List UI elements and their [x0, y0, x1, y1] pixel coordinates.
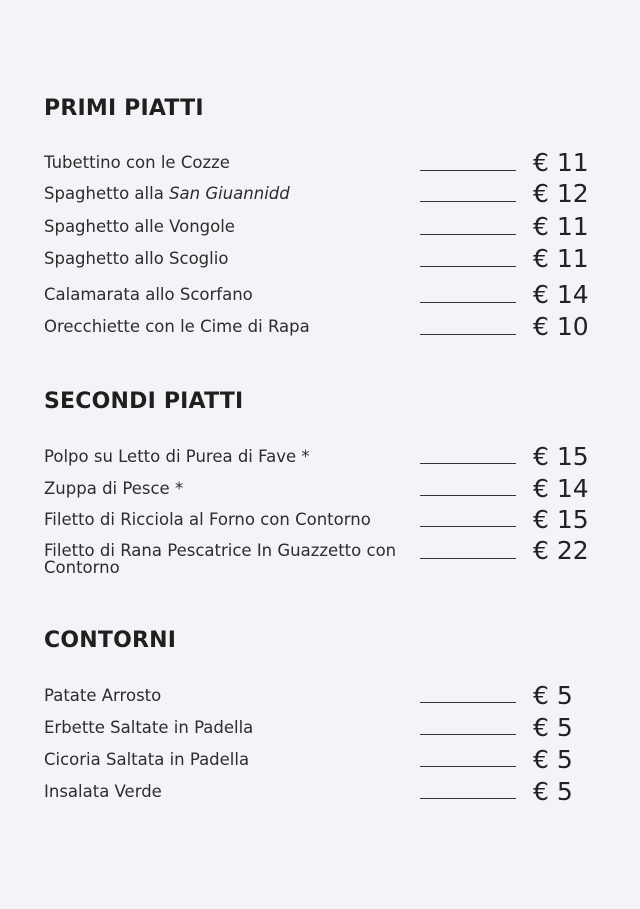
section-title-contorni: CONTORNI — [44, 628, 177, 653]
leader-line — [420, 495, 516, 496]
leader-line — [420, 170, 516, 171]
leader-line — [420, 702, 516, 703]
item-name-italic: San Giuannidd — [169, 184, 290, 203]
leader-line — [420, 798, 516, 799]
leader-line — [420, 302, 516, 303]
section-title-secondi: SECONDI PIATTI — [44, 389, 244, 414]
item-name: Insalata Verde — [44, 782, 162, 801]
item-price: € 11 — [533, 244, 589, 273]
item-name: Zuppa di Pesce * — [44, 479, 184, 498]
leader-line — [420, 463, 516, 464]
leader-line — [420, 734, 516, 735]
item-name: Filetto di Ricciola al Forno con Contorno — [44, 510, 371, 529]
item-name: Patate Arrosto — [44, 686, 162, 705]
item-name: Filetto di Rana Pescatrice In Guazzetto con Contorno — [44, 541, 397, 577]
item-price: € 15 — [533, 442, 589, 471]
menu-item — [0, 777, 640, 813]
menu-item — [0, 536, 640, 582]
item-price: € 11 — [533, 148, 589, 177]
item-name: Spaghetto alle Vongole — [44, 217, 235, 236]
leader-line — [420, 234, 516, 235]
item-price: € 14 — [533, 280, 589, 309]
item-name: Orecchiette con le Cime di Rapa — [44, 317, 310, 336]
item-price: € 15 — [533, 505, 589, 534]
menu-item — [0, 312, 640, 348]
item-price: € 14 — [533, 474, 589, 503]
item-price: € 12 — [533, 179, 589, 208]
item-price: € 5 — [533, 713, 573, 742]
item-price: € 5 — [533, 745, 573, 774]
item-price: € 11 — [533, 212, 589, 241]
item-name: Cicoria Saltata in Padella — [44, 750, 250, 769]
item-name: Erbette Saltate in Padella — [44, 718, 254, 737]
leader-line — [420, 766, 516, 767]
menu-item — [0, 244, 640, 280]
leader-line — [420, 201, 516, 202]
leader-line — [420, 266, 516, 267]
item-name: Spaghetto allo Scoglio — [44, 249, 229, 268]
menu-item — [0, 179, 640, 215]
item-price: € 22 — [533, 536, 589, 565]
leader-line — [420, 334, 516, 335]
item-name: Calamarata allo Scorfano — [44, 285, 253, 304]
item-name: Polpo su Letto di Purea di Fave * — [44, 447, 310, 466]
leader-line — [420, 526, 516, 527]
section-title-primi: PRIMI PIATTI — [44, 96, 204, 121]
item-price: € 5 — [533, 777, 573, 806]
item-price: € 10 — [533, 312, 589, 341]
item-price: € 5 — [533, 681, 573, 710]
leader-line — [420, 558, 516, 559]
item-name — [44, 185, 414, 202]
item-name-plain: Spaghetto alla — [44, 184, 170, 203]
item-name: Tubettino con le Cozze — [44, 153, 230, 172]
